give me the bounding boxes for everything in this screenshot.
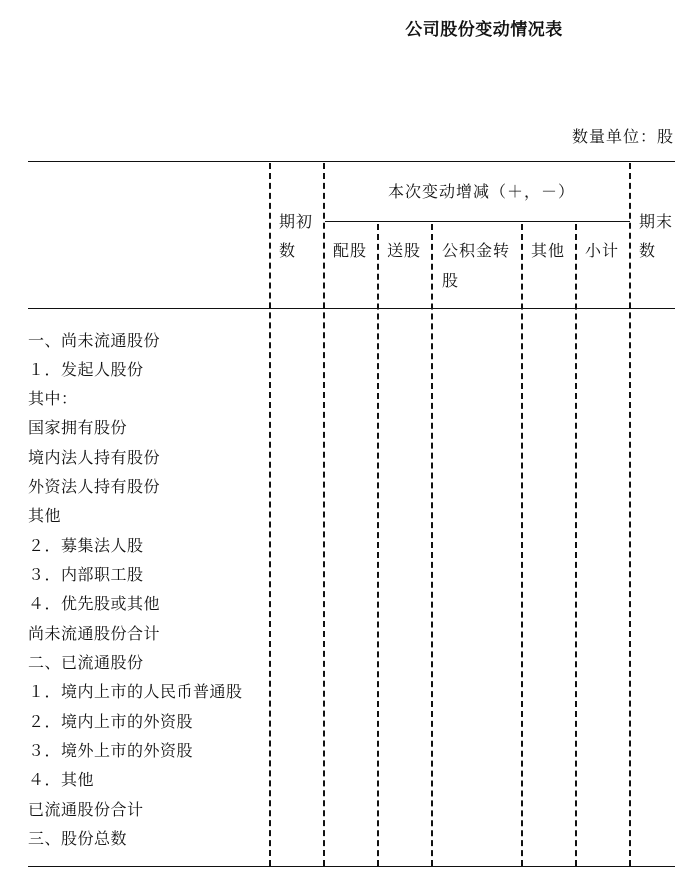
header-opening-line2: 数 (279, 241, 297, 260)
row-label: ４．其他 (28, 770, 95, 789)
row-label: 三、股份总数 (28, 829, 128, 848)
row-label: ２．境内上市的外资股 (28, 712, 194, 731)
header-opening-line1: 期初 (279, 212, 314, 231)
document-title: 公司股份变动情况表 (405, 20, 563, 40)
header-subtotal: 小计 (585, 241, 620, 260)
change-group-underline (325, 221, 630, 222)
row-label: 境内法人持有股份 (28, 448, 161, 467)
column-divider (377, 224, 379, 866)
table-header-bottom-rule (28, 308, 675, 309)
row-label: 二、已流通股份 (28, 653, 144, 672)
header-change-group: 本次变动增减（＋，－） (388, 182, 576, 201)
column-divider (575, 224, 577, 866)
column-divider (629, 163, 631, 866)
row-label: 一、尚未流通股份 (28, 331, 161, 350)
column-divider (323, 163, 325, 866)
row-label: 已流通股份合计 (28, 800, 144, 819)
row-label: 国家拥有股份 (28, 418, 128, 437)
row-label: １．发起人股份 (28, 360, 144, 379)
row-label: ３．内部职工股 (28, 565, 144, 584)
row-label: 外资法人持有股份 (28, 477, 161, 496)
row-label: 其中： (28, 389, 78, 408)
header-reserve-transfer-line1: 公积金转 (442, 241, 511, 260)
row-label: ３．境外上市的外资股 (28, 741, 194, 760)
header-closing-line1: 期末 (639, 212, 674, 231)
header-closing-line2: 数 (639, 241, 657, 260)
row-label: １．境内上市的人民币普通股 (28, 682, 243, 701)
table-bottom-rule (28, 866, 675, 867)
row-label: 其他 (28, 506, 62, 525)
header-others: 其他 (531, 241, 566, 260)
row-label: ２．募集法人股 (28, 536, 144, 555)
header-bonus-shares: 送股 (387, 241, 422, 260)
column-divider (521, 224, 523, 866)
column-divider (431, 224, 433, 866)
row-label: ４．优先股或其他 (28, 594, 161, 613)
header-rights-issue: 配股 (333, 241, 368, 260)
row-label: 尚未流通股份合计 (28, 624, 161, 643)
table-top-rule (28, 161, 675, 162)
column-divider (269, 163, 271, 866)
quantity-unit-label: 数量单位：股 (571, 127, 674, 146)
header-reserve-transfer-line2: 股 (442, 271, 460, 290)
